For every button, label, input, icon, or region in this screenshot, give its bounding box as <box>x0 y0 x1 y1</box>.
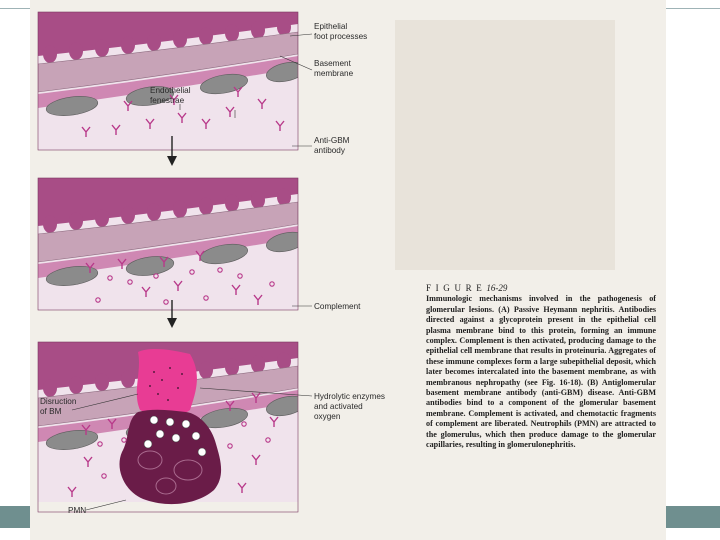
label-disruption-of-bm: Disruction of BM <box>40 397 77 416</box>
panel-c-pmn-damage <box>38 332 307 504</box>
slide-right-accent <box>666 506 720 528</box>
label-basement-membrane: Basement membrane <box>314 59 354 78</box>
label-pmn: PMN <box>68 506 87 515</box>
label-epithelial-foot-processes: Epithelial foot processes <box>314 22 368 41</box>
caption-text: Immunologic mechanisms involved in the pathogenesis of glomerular lesions. (A) Passive Heymann nephritis. Antibodies directed against a glycoprotein present in the epithelial cell plasma membrane bind to this protein, forming an immune complex. Complement is then activated, producing damage to the epithelial cell membrane that results in proteinuria. Aggregates of these immune complexes form a large subepithelial deposit, which later becomes intercalated into the basement membrane, as with membranous nephropathy (see Fig. 16-18). (B) Antiglomerular basement membrane antibody (anti-GBM) disease. Anti-GBM antibodies bind to a component of the glomerular basement membrane. Complement is activated, and chemotactic fragments of complement are liberated. Neutrophils (PMN) are attracted to the glomerulus, which then produce damage to the glomerular capillaries, resulting in glomerulonephritis. <box>426 294 656 450</box>
subepithelial-deposit <box>137 349 197 416</box>
panel-a-passive <box>38 0 307 168</box>
slide-left-accent <box>0 506 30 528</box>
label-complement: Complement <box>314 302 361 311</box>
label-anti-gbm-antibody: Anti-GBM antibody <box>314 136 350 155</box>
glomerular-lesion-diagram <box>30 0 666 540</box>
figure-title: F I G U R E 16-29 <box>426 283 508 293</box>
label-hydrolytic-enzymes: Hydrolytic enzymes and activated oxygen <box>314 392 385 421</box>
label-endothelial-fenestrae: Endothelial fenestrae <box>150 86 191 105</box>
figure-caption <box>426 283 656 451</box>
panel-b-complement <box>38 168 307 338</box>
